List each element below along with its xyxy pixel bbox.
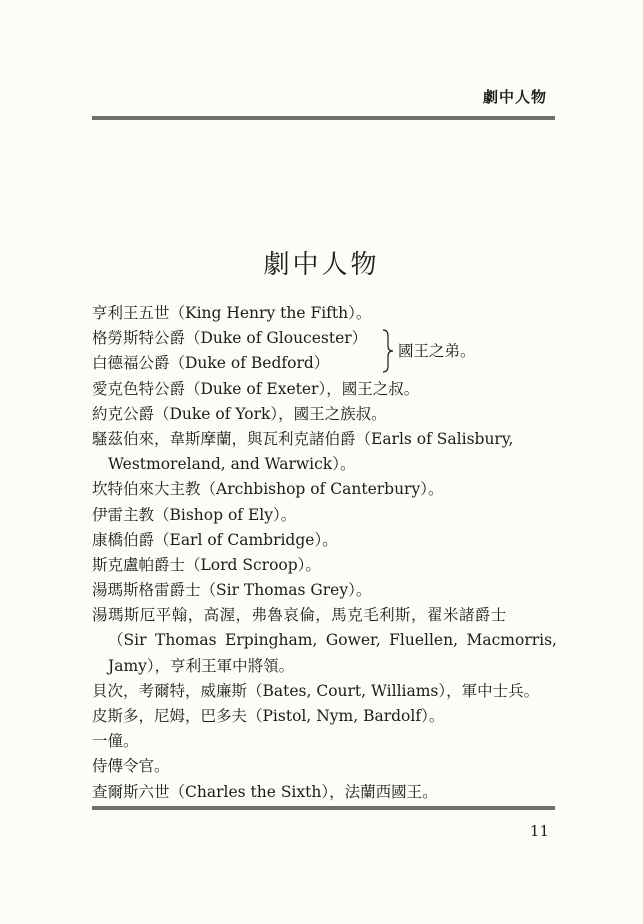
page-number: 11 (529, 822, 549, 840)
cast-entry-canterbury: 坎特伯來大主教（Archbishop of Canterbury）。 (92, 480, 444, 499)
cast-entry-soldiers: 貝次，考爾特，威廉斯（Bates, Court, Williams），軍中士兵。 (92, 681, 540, 700)
cast-entry-kings-brothers (92, 326, 557, 376)
cast-list (92, 301, 557, 805)
cast-entry-earls-continued: Westmoreland, and Warwick）。 (108, 455, 356, 474)
cast-entry-knights-names (92, 628, 557, 653)
cast-entry-pistol: 皮斯多，尼姆，巴多夫（Pistol, Nym, Bardolf）。 (92, 707, 445, 726)
cast-entry-herald: 侍傳令官。 (92, 757, 170, 776)
knights-word: Gower, (325, 631, 381, 650)
cast-entry-boy: 一僮。 (92, 732, 139, 751)
cast-entry-knights-continued: Jamy），亨利王軍中將領。 (108, 656, 295, 675)
cast-entry-scroop: 斯克盧帕爵士（Lord Scroop）。 (92, 555, 321, 574)
knights-word: Fluellen, (389, 631, 459, 650)
knights-word: Macmorris, (466, 631, 557, 650)
cast-entry-king-henry: 亨利王五世（King Henry the Fifth）。 (92, 304, 372, 322)
right-brace (381, 329, 397, 373)
knights-word: Erpingham, (225, 631, 318, 650)
cast-entry-exeter: 愛克色特公爵（Duke of Exeter），國王之叔。 (92, 379, 420, 398)
knights-word: （Sir (108, 631, 147, 650)
header-rule (92, 116, 555, 120)
page-title: 劇中人物 (263, 250, 380, 280)
cast-entry-grey: 湯瑪斯格雷爵士（Sir Thomas Grey）。 (92, 581, 372, 600)
footer-rule (92, 806, 555, 810)
cast-entry-ely: 伊雷主教（Bishop of Ely）。 (92, 505, 297, 524)
cast-entry-bedford: 白德福公爵（Duke of Bedford） (92, 354, 330, 373)
cast-entry-earls: 騷茲伯來，韋斯摩蘭，與瓦利克諸伯爵（Earls of Salisbury, (92, 429, 514, 448)
cast-entry-york: 約克公爵（Duke of York），國王之族叔。 (92, 404, 387, 423)
knights-word: Thomas (154, 631, 217, 650)
running-header: 劇中人物 (482, 88, 547, 106)
cast-entry-cambridge: 康橋伯爵（Earl of Cambridge）。 (92, 530, 338, 549)
brothers-note: 國王之弟。 (398, 341, 476, 360)
cast-entry-knights: 湯瑪斯厄平翰，高渥，弗魯哀倫，馬克毛利斯，翟米諸爵士 (92, 606, 507, 625)
cast-entry-gloucester: 格勞斯特公爵（Duke of Gloucester） (92, 329, 368, 348)
cast-entry-charles: 查爾斯六世（Charles the Sixth），法蘭西國王。 (92, 782, 438, 801)
